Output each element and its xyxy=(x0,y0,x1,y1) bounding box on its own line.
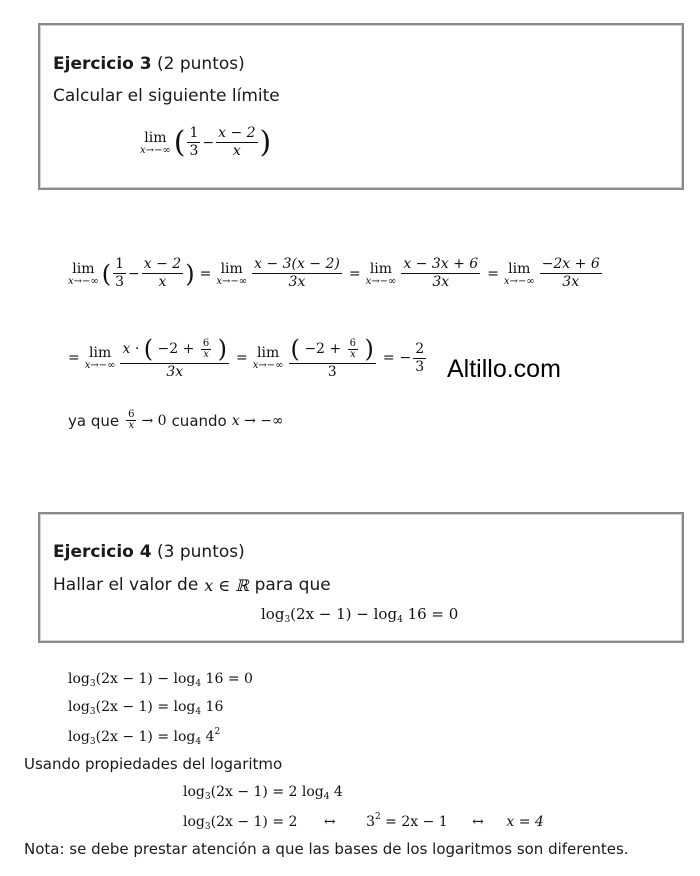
step-fraction-3: $\frac{x - 3x + 6}{3x}$ xyxy=(403,256,479,290)
properties-text: Usando propiedades del logaritmo xyxy=(24,755,283,773)
exercise-4-box xyxy=(38,512,684,643)
step-fraction-5: x · ( −2 + $\frac{6}{x}$ ) 3x xyxy=(122,335,228,380)
exercise-3-title xyxy=(53,54,245,74)
solution-3-line-3: ya que $\frac{6}{x}$ → 0 cuando x → −∞ xyxy=(68,409,284,431)
exercise-3-limit-expression: lim x→−∞ ( $\frac{1}{3}$ − $\frac{x - 2}{x}$ ) xyxy=(140,124,272,160)
solution-4-line-4: $\log_3(2x - 1) = 2$ $\log_4 4$ xyxy=(183,784,343,802)
exercise-4-instruction: Hallar el valor de x ∈ ℝ para que xyxy=(53,575,331,595)
step-fraction-2: $\frac{x - 3(x - 2)}{3x}$ xyxy=(254,256,340,290)
iff-arrow-2: ↔ xyxy=(472,814,484,830)
exercise-3-instruction: Calcular el siguiente límite xyxy=(53,86,280,106)
solution-3-line-2: = lim x→−∞ x · ( −2 + $\frac{6}{x}$ ) 3x = lim x→−∞ ( −2 + $\frac{6}{x}$ ) 3 = − $\frac{2}{3}$ xyxy=(68,335,425,380)
exercise-3-label: Ejercicio 3 xyxy=(53,54,152,74)
fraction-one-third: $\frac{1}{3}$ xyxy=(189,125,199,159)
iff-arrow-1: ↔ xyxy=(323,814,336,830)
step-fraction-4: $\frac{-2x + 6}{3x}$ xyxy=(541,256,600,290)
step-fraction-6: ( −2 + $\frac{6}{x}$ ) 3 xyxy=(290,335,374,380)
solution-4-line-5: $\log_3(2x - 1) = 2$ ↔ $3^2 = 2x - 1$ ↔ x = 4 xyxy=(183,812,544,832)
fraction-x-minus-2-over-x: $\frac{x - 2}{x}$ xyxy=(218,125,256,159)
exercise-4-title xyxy=(53,542,245,562)
solution-3-line-1: lim x→−∞ ( $\frac{1}{3}$ − $\frac{x - 2}{x}$ ) = lim x→−∞ $\frac{x - 3(x - 2)}{3x}$ = lim x→−∞ $\frac{x - 3x + 6}{3x}$ = lim x→−∞ $\frac{-2x + 6}{3x}$ xyxy=(68,256,600,290)
exercise-3-points: (2 puntos) xyxy=(157,54,245,74)
exercise-4-equation: $\log_3(2x - 1) - \log_4 16 = 0$ xyxy=(261,605,459,625)
solution-4-line-1: $\log_3(2x - 1) - \log_4 16 = 0$ xyxy=(68,671,253,689)
solution-4-line-2: $\log_3(2x - 1) = \log_4 16$ xyxy=(68,699,224,717)
watermark-text: Altillo.com xyxy=(447,355,561,383)
note-text: Nota: se debe prestar atención a que las bases de los logaritmos son diferentes. xyxy=(24,840,629,858)
exercise-3-box xyxy=(38,23,684,190)
exercise-4-points: (3 puntos) xyxy=(157,542,245,562)
solution-4-line-3: $\log_3(2x - 1) = \log_4 4^2$ xyxy=(68,727,221,747)
result-fraction: $\frac{2}{3}$ xyxy=(415,340,425,375)
limit-operator: lim x→−∞ xyxy=(140,129,171,156)
exercise-4-label: Ejercicio 4 xyxy=(53,542,152,562)
